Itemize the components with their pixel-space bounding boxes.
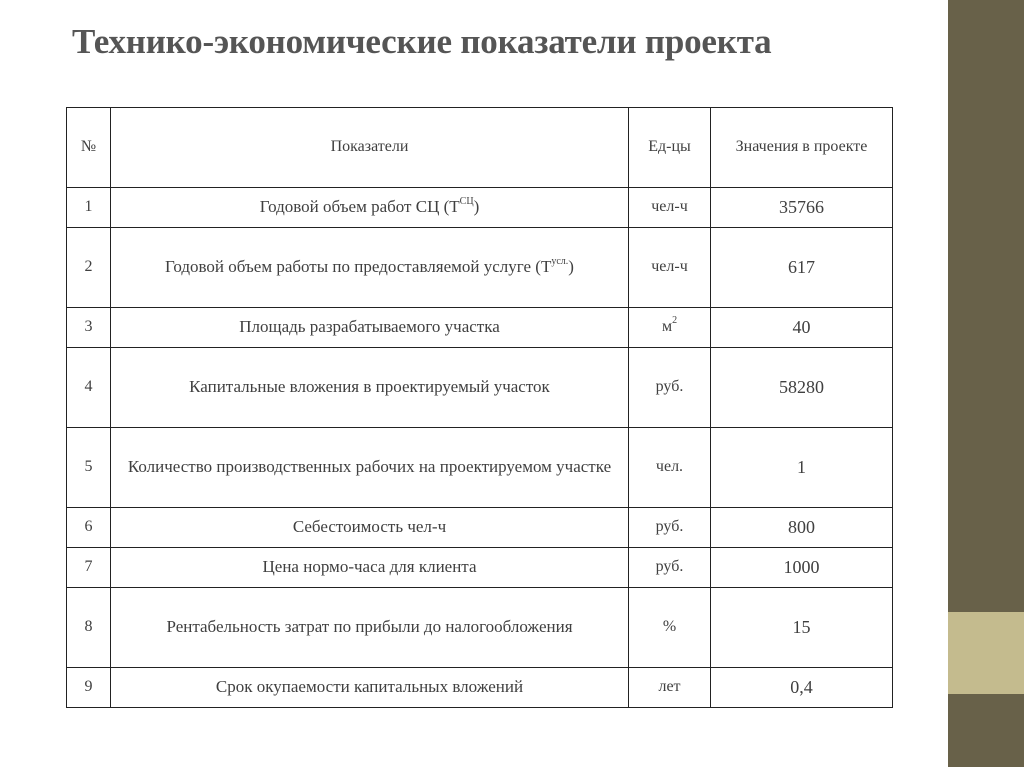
row-name [111,308,629,348]
row-value: 40 [711,308,893,348]
header-name: Показатели [111,108,629,188]
row-name-text: Капитальные вложения в проектируемый участок [189,377,550,397]
row-name-text: Цена нормо-часа для клиента [262,557,477,577]
row-name-text: Площадь разрабатываемого участка [239,317,500,337]
row-num: 7 [67,548,111,588]
row-name [111,548,629,588]
table-row [67,308,893,348]
row-unit-text: чел-ч [651,258,688,276]
row-unit-text: руб. [655,518,684,536]
row-name-text: Годовой объем работ СЦ (Т [259,197,460,217]
row-name-text: Рентабельность затрат по прибыли до налогообложения [166,617,573,637]
header-value: Значения в проекте [711,108,893,188]
row-unit-sup: 2 [672,315,678,327]
row-value: 15 [711,588,893,668]
row-unit [629,348,711,428]
table-row [67,588,893,668]
table-row [67,228,893,308]
table-row [67,668,893,708]
row-num: 1 [67,188,111,228]
row-value: 0,4 [711,668,893,708]
row-unit [629,548,711,588]
row-num: 5 [67,428,111,508]
row-unit-text: чел-ч [651,198,688,216]
row-name-text: Годовой объем работы по предоставляемой услуге (Т [165,257,552,277]
table-row [67,188,893,228]
row-name [111,428,629,508]
row-name-after: ) [473,197,480,217]
table-row [67,428,893,508]
header-unit: Ед-цы [629,108,711,188]
row-value: 800 [711,508,893,548]
row-num: 4 [67,348,111,428]
row-name-text: Количество производственных рабочих на проектируемом участке [127,457,612,477]
table-row [67,348,893,428]
row-unit-text: лет [658,678,681,696]
row-value: 617 [711,228,893,308]
row-value: 35766 [711,188,893,228]
row-unit [629,188,711,228]
row-unit [629,228,711,308]
row-unit [629,508,711,548]
row-name [111,188,629,228]
row-unit-text: % [662,618,677,636]
table-row [67,548,893,588]
row-unit-text: руб. [655,378,684,396]
row-value: 1000 [711,548,893,588]
row-value: 1 [711,428,893,508]
row-name-sup: СЦ [459,196,474,208]
row-name [111,508,629,548]
row-name-text: Срок окупаемости капитальных вложений [215,677,524,697]
row-name-after: ) [568,257,574,277]
row-name [111,228,629,308]
row-num: 2 [67,228,111,308]
row-num: 8 [67,588,111,668]
row-num: 6 [67,508,111,548]
row-unit [629,308,711,348]
row-value: 58280 [711,348,893,428]
table-row [67,508,893,548]
table-header-row [67,108,893,188]
row-unit [629,668,711,708]
row-name-text: Себестоимость чел-ч [292,517,447,537]
row-name [111,668,629,708]
row-unit [629,588,711,668]
row-num: 9 [67,668,111,708]
slide-title: Технико-экономические показатели проекта [72,22,772,61]
row-name-sup: усл. [551,256,569,268]
header-num: № [67,108,111,188]
row-unit-text: чел. [655,458,684,476]
row-unit-text: руб. [655,558,684,576]
side-decoration-accent [948,612,1024,694]
row-name [111,588,629,668]
row-name [111,348,629,428]
row-unit [629,428,711,508]
row-num: 3 [67,308,111,348]
indicators-table [66,107,893,708]
row-unit-text: м [661,318,673,336]
